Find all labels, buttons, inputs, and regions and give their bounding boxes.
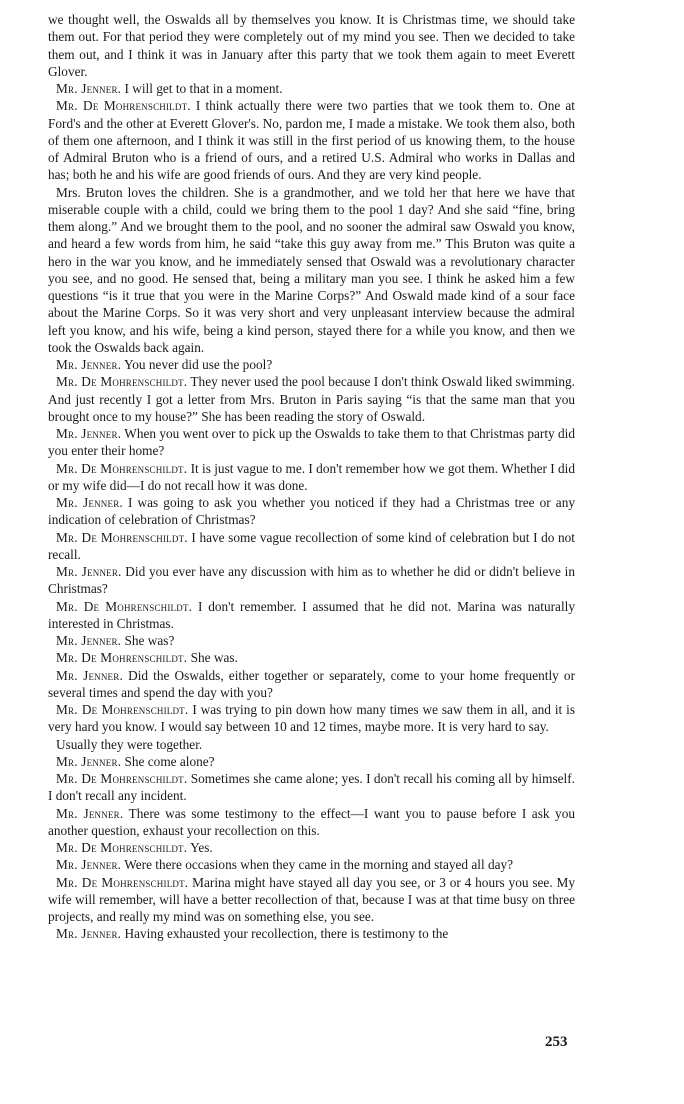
- testimony-paragraph: [48, 667, 575, 702]
- paragraph-text: I was trying to pin down how many times we saw them in all, and it is very hard you know. I would say between 10 and 12 times, maybe more. It is very hard to say.: [48, 702, 576, 735]
- paragraph-text: I was going to ask you whether you noticed if they had a Christmas tree or any indication of celebration of Christmas?: [48, 495, 575, 528]
- speaker-name: Mr. Jenner.: [56, 633, 122, 648]
- paragraph-text: She was.: [187, 650, 238, 666]
- paragraph-text: Mrs. Bruton loves the children. She is a grandmother, and we told her that here we have that miserable couple with a child, could we bring them to the pool 1 day? And she said “fine, bring them along.” And we brought them to the pool, and no sooner the admiral saw Oswald you know, and heard a few words from him, he said “take this guy away from me.” This Bruton was quite a hero in the war you know, and he immediately sensed that Oswald was a revolutionary character you see, and no good. He sensed that, being a military man you see. I think he asked him a few questions “is it true that you were in the Marine Corps?” And Oswald made kind of a sour face about the Marine Corps. So it was very short and very unpleasant interview because the admiral left you know, and his wife, being a kind person, stayed there for a while you know, and then we took the Oswalds back again.: [48, 184, 575, 355]
- testimony-paragraph: [48, 460, 575, 495]
- speaker-name: Mr. Jenner.: [56, 805, 124, 821]
- speaker-name: Mr. Jenner.: [56, 926, 122, 942]
- speaker-name: Mr. De Mohrenschildt.: [56, 460, 188, 476]
- speaker-name: Mr. De Mohrenschildt.: [56, 374, 188, 390]
- paragraph-text: They never used the pool because I don't think Oswald liked swimming. And just recently I got a letter from Mrs. Bruton in Paris saying “is that the same man that you brought once to my house?” She has been reading the story of Oswald.: [48, 374, 575, 424]
- paragraph-text: I will get to that in a moment.: [121, 81, 283, 96]
- paragraph-text: Did you ever have any discussion with him as to whether he did or didn't believe in Christmas?: [48, 564, 576, 597]
- speaker-name: Mr. De Mohrenschildt.: [56, 874, 189, 890]
- testimony-paragraph: [48, 925, 575, 942]
- paragraph-text: You never did use the pool?: [121, 357, 273, 372]
- testimony-paragraph: [48, 80, 575, 97]
- speaker-name: Mr. De Mohrenschildt.: [56, 650, 188, 666]
- paragraph-text: I have some vague recollection of some kind of celebration but I do not recall.: [48, 529, 575, 562]
- testimony-paragraph: [48, 563, 575, 598]
- speaker-name: Mr. Jenner.: [56, 495, 123, 510]
- speaker-name: Mr. Jenner.: [56, 857, 122, 873]
- testimony-paragraph: [48, 753, 575, 770]
- testimony-paragraph: [48, 632, 575, 649]
- testimony-paragraph: [48, 770, 575, 805]
- testimony-paragraph: [48, 494, 575, 529]
- paragraph-text: Sometimes she came alone; yes. I don't recall his coming all by himself. I don't recall any incident.: [48, 771, 575, 804]
- speaker-name: Mr. Jenner.: [56, 667, 123, 683]
- speaker-name: Mr. Jenner.: [56, 753, 122, 769]
- testimony-paragraph: [48, 649, 575, 666]
- testimony-paragraph: [48, 701, 575, 736]
- speaker-name: Mr. De Mohrenschildt.: [56, 529, 188, 545]
- testimony-paragraph: [48, 373, 575, 425]
- speaker-name: Mr. De Mohrenschildt.: [56, 702, 189, 717]
- testimony-paragraph: [48, 874, 575, 926]
- testimony-paragraph: [48, 839, 575, 856]
- paragraph-text: we thought well, the Oswalds all by themselves you know. It is Christmas time, we should take them out. For that period they were completely out of my mind you see. Then we decided to take them out, and I think it was in January after this party that we took them again to meet Everett Glover.: [48, 12, 575, 79]
- testimony-paragraph: [48, 356, 575, 373]
- speaker-name: Mr. Jenner.: [56, 81, 122, 96]
- narrative-paragraph: [48, 11, 575, 80]
- narrative-paragraph: [48, 184, 575, 357]
- testimony-paragraph: [48, 598, 575, 633]
- paragraph-text: I think actually there were two parties that we took them to. One at Ford's and the other at Everett Glover's. No, pardon me, I made a mistake. We took them also, both of them one afternoon, and I think it was still in the first period of us knowing them, to the house of Admiral Bruton who is a friend of ours, and a retired U.S. Admiral who works in Dallas and has; both he and his wife are good friends of ours. And they are very kind people.: [48, 98, 575, 183]
- narrative-paragraph: [48, 736, 575, 753]
- paragraph-text: She was?: [121, 633, 175, 648]
- speaker-name: Mr. Jenner.: [56, 564, 122, 579]
- speaker-name: Mr. De Mohrenschildt.: [56, 771, 188, 786]
- testimony-paragraph: [48, 856, 575, 873]
- paragraph-text: Were there occasions when they came in the morning and stayed all day?: [121, 857, 514, 873]
- speaker-name: Mr. De Mohrenschildt.: [56, 840, 188, 855]
- speaker-name: Mr. Jenner.: [56, 426, 122, 441]
- testimony-paragraph: [48, 529, 575, 564]
- speaker-name: Mr. De Mohrenschildt.: [56, 598, 193, 614]
- paragraph-text: I don't remember. I assumed that he did not. Marina was naturally interested in Christmas.: [48, 598, 575, 631]
- testimony-paragraph: [48, 97, 575, 183]
- paragraph-text: Usually they were together.: [56, 736, 203, 752]
- paragraph-text: There was some testimony to the effect—I want you to pause before I ask you another question, exhaust your recollection on this.: [48, 805, 575, 838]
- paragraph-text: Marina might have stayed all day you see, or 3 or 4 hours you see. My wife will remember, will have a better recollection of that, because I was at that time busy on three projects, and really my mind was on something else, you see.: [48, 874, 575, 924]
- paragraph-text: When you went over to pick up the Oswalds to take them to that Christmas party did you enter their home?: [48, 426, 575, 459]
- paragraph-text: Yes.: [187, 840, 213, 855]
- paragraph-text: Having exhausted your recollection, there is testimony to the: [121, 926, 449, 942]
- testimony-paragraph: [48, 805, 575, 840]
- paragraph-text: It is just vague to me. I don't remember how we got them. Whether I did or my wife did—I do not recall how it was done.: [48, 460, 576, 493]
- speaker-name: Mr. Jenner.: [56, 357, 122, 372]
- paragraph-text: Did the Oswalds, either together or separately, come to your home frequently or several times and spend the day with you?: [48, 667, 575, 700]
- page-number: 253: [545, 1034, 568, 1050]
- speaker-name: Mr. De Mohrenschildt.: [56, 98, 191, 114]
- paragraph-text: She come alone?: [121, 753, 215, 769]
- testimony-paragraph: [48, 425, 575, 460]
- document-body: [48, 11, 575, 943]
